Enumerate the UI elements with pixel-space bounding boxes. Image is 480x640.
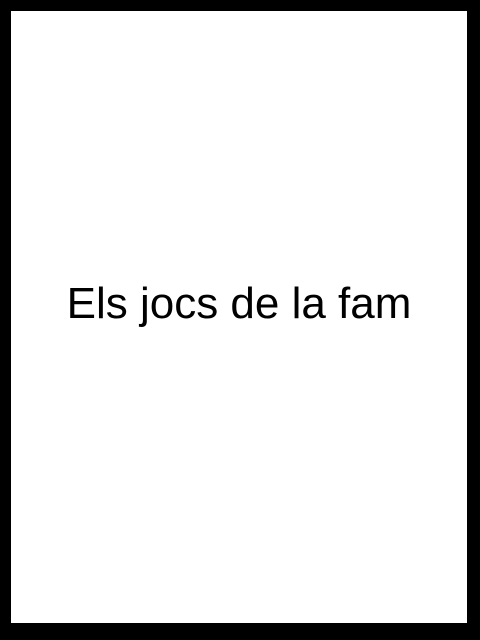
document-title: Els jocs de la fam <box>66 279 412 328</box>
document-page <box>11 11 467 623</box>
